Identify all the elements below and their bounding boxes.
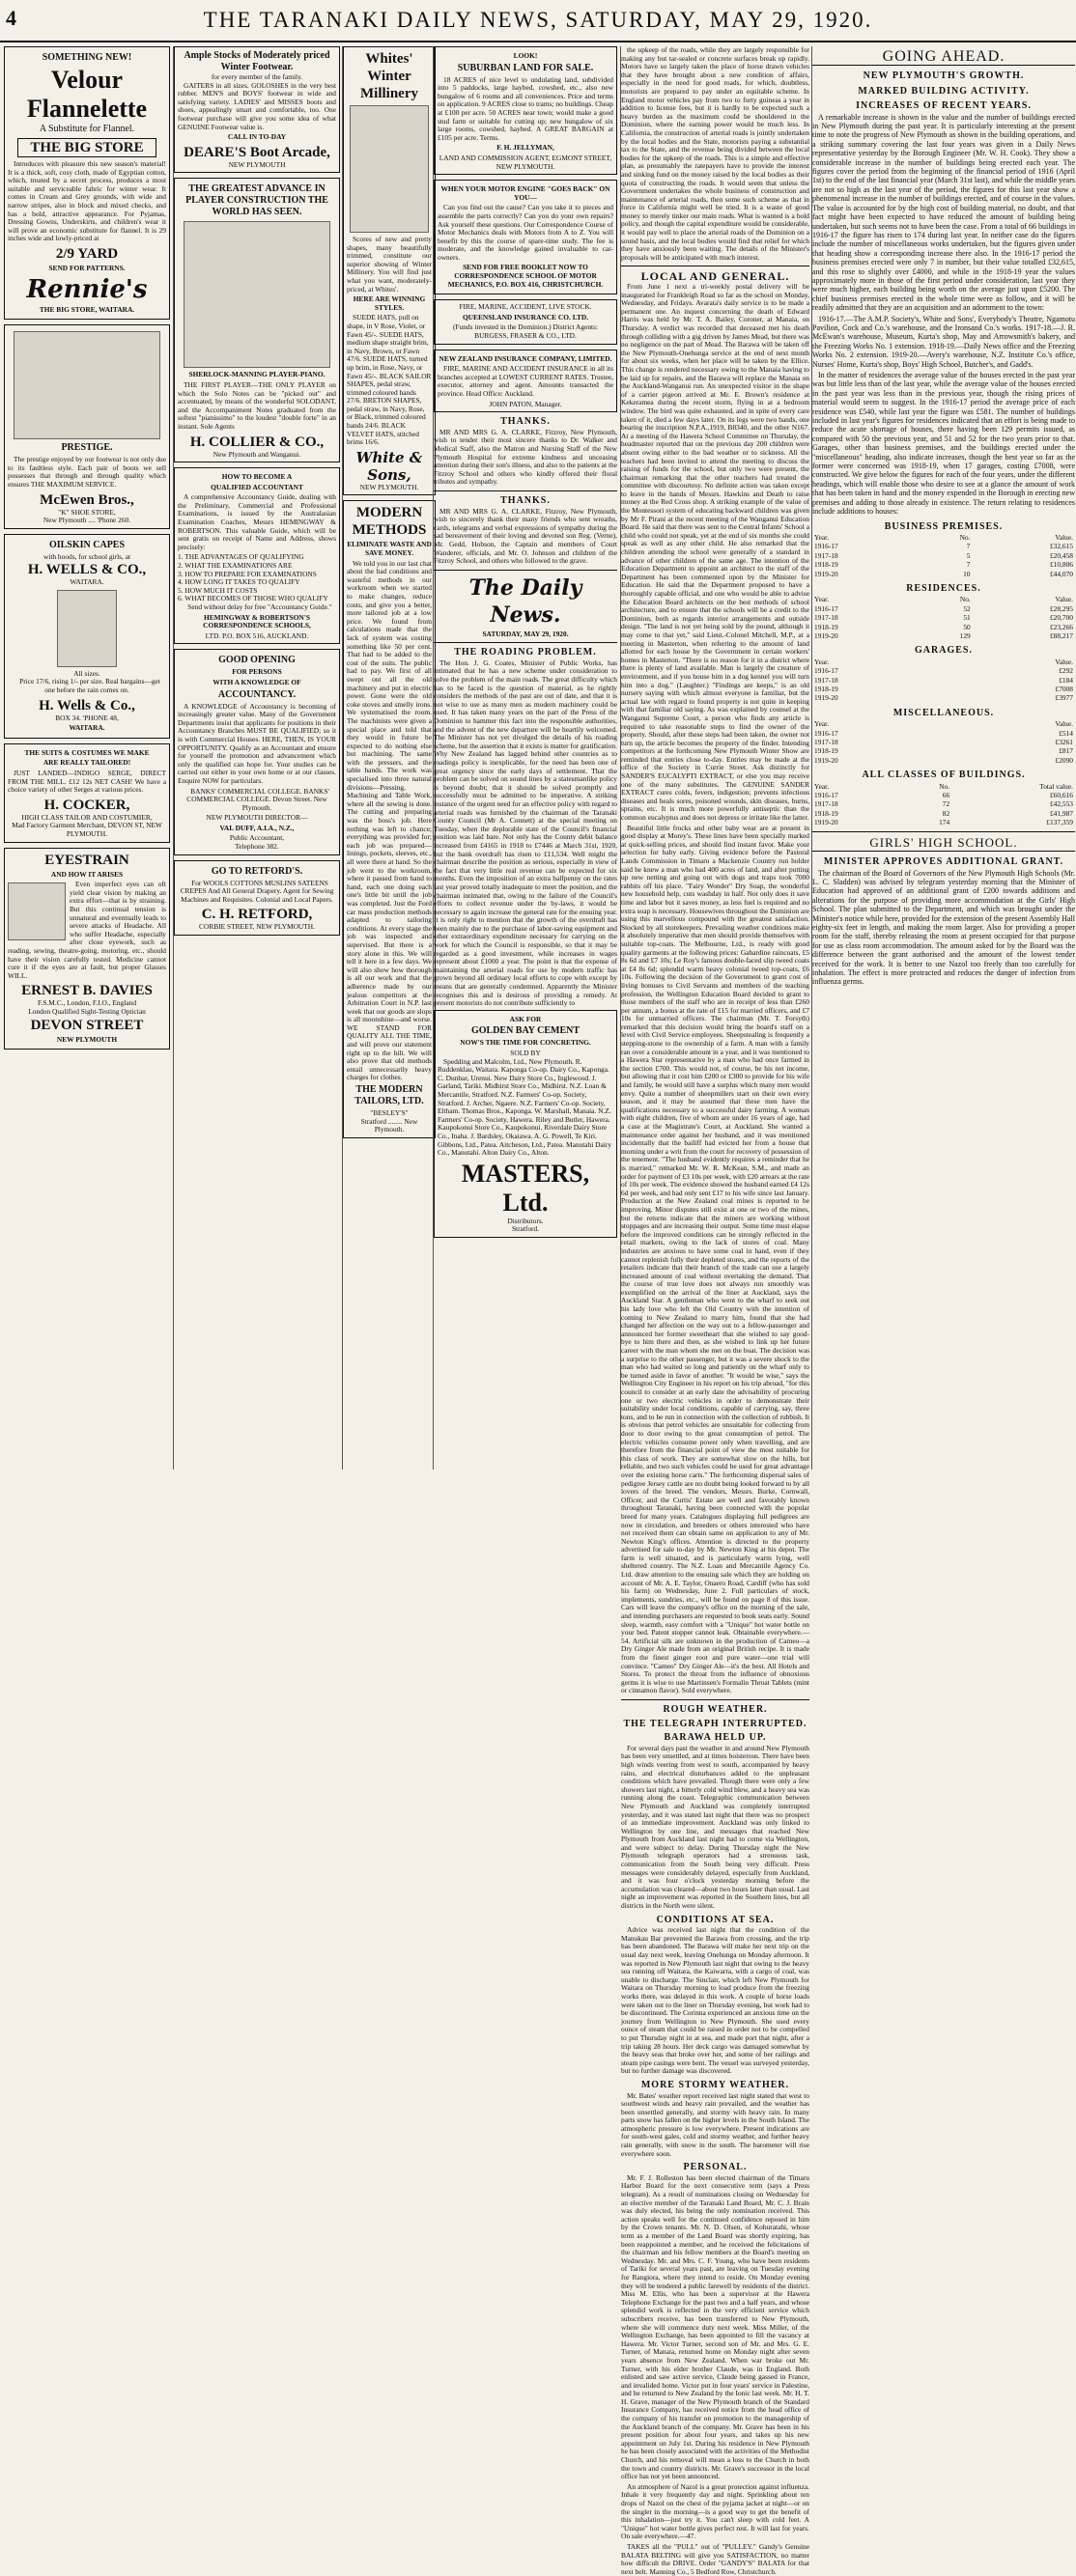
advert-footer: THE BIG STORE, WAITARA. xyxy=(39,304,135,314)
table-cell: £20,700 xyxy=(1049,613,1073,623)
table-header: No. xyxy=(939,781,950,791)
advert-body: Can you find out the cause? Can you take it to pieces and assemble the parts correctly? Can you do your own repairs? Ask yourself these questions. Our Correspondence Course of Motor Mechanics deals with Motors from A to Z. You will benefit by this the course of spare-time study. The fee is moderate, and the knowledge gained invaluable to car-owners. xyxy=(438,203,613,262)
brand-name: White & Sons, xyxy=(355,448,423,484)
advert-line: WAITARA. xyxy=(70,577,104,587)
advert-line: Public Accountant, xyxy=(229,833,285,843)
table-cell: 1916-17 xyxy=(814,791,838,800)
advert-line: NEW PLYMOUTH xyxy=(56,1034,118,1044)
advert-body: A comprehensive Accountancy Guide, dealing with the Preliminary, Commercial and Professional Examinations, is issued by the Australasian Examination Coaches, Messrs HEMINGWAY & ROBERTSON. This valuable Guide, which will be sent gratis on receipt of Name and Address, shows precisely: xyxy=(178,492,336,551)
table-heading: GARAGES. xyxy=(915,645,973,657)
table-row xyxy=(812,685,1075,693)
table-row xyxy=(812,676,1075,685)
table-cell: £2090 xyxy=(1055,755,1073,765)
list-item: 5. HOW MUCH IT COSTS xyxy=(178,585,258,595)
table-cell: 1916-17 xyxy=(814,542,838,551)
advert-heading: MODERN xyxy=(355,505,423,521)
table-cell: 1918-19 xyxy=(814,560,838,570)
table-cell: £292 xyxy=(1059,666,1073,676)
advert-line: LTD. P.O. BOX 516, AUCKLAND. xyxy=(205,630,309,640)
table-row xyxy=(812,756,1075,765)
advert-heading: WHEN YOUR MOTOR ENGINE "GOES BACK" ON YOU— xyxy=(440,184,610,202)
advert-line: WAITARA. xyxy=(69,723,105,733)
table-header: Value. xyxy=(1055,657,1073,666)
advert-line: FIRE, MARINE, ACCIDENT, LIVE STOCK. xyxy=(459,302,592,312)
advert-body: Even imperfect eyes can oft yield clear vision by making an extra effort—that is by straining. But this continual tension is unnatural and eventually leads to severe attacks of Headache. All who suffer Headache, especially after close eyework, such as reading, sewing, theatre-going, motoring, etc., should have their vision carefully tested. Medicine cannot cure it if the eyes are at fault, but proper Glasses WILL. xyxy=(8,880,166,980)
table-cell: £514 xyxy=(1059,728,1073,738)
advert-heading: GO TO RETFORD'S. xyxy=(211,865,303,877)
table-heading: BUSINESS PREMISES. xyxy=(884,520,1004,532)
advert-line: SOLD BY xyxy=(510,1049,541,1057)
divider xyxy=(812,851,1075,852)
brand-name: McEwen Bros., xyxy=(40,491,134,508)
table-cell: 1917-18 xyxy=(814,613,838,623)
piano-illustration xyxy=(184,221,330,368)
advert-heading: SOMETHING NEW! xyxy=(42,52,132,63)
table-header: Year. xyxy=(814,719,830,729)
advert-heading: Whites' xyxy=(365,51,413,67)
table-cell: 1917-18 xyxy=(814,799,838,809)
advert-body: Price 17/6, rising 1/- per size. Real bargains—get one before the rain comes on. xyxy=(19,677,160,695)
table-row xyxy=(812,623,1075,631)
article-body: Beautiful little frocks and other baby wear are at present in good display at Morey's. These lines have been specially marked at quick-selling prices, and should find instant favor. Make your selection for baby early. Giving evidence before the Pastoral Lands Commission in Timaru a Mackenzie Country run holder said he knew a man who had 400 acres of land, and after putting up new netting and going out with dogs and traps took 7000 rabbits off his place. "Fairy Wonder" Dry Soap, the wonderful new household help, cuts washday in half. Not only does it save time and labor but it saves money, as less fuel is required and no extra soap is necessary. Housewives throughout the Dominion are using this marvellous compound with the greatest satisfaction. Stocked by all storekeepers. Prevailing weather conditions make it absolutely imperative that men should provide themselves with suitable top-coats. The Melbourne, Ltd., is ready with good quality garments at the following prices: Gabardine raincoats, £5 8s 6d and £7 10s; Le Roy's famous double-faced slip tweed coats at £4 8s 6d; splendid warm heavy colonial tweed top-coats, £6 10s. Following the decision of the Government to grant cost of living bonuses to Civil Servants and members of the teaching profession, the Wellington Education Board decided to grant to those members of the staff who are in receipt of less than £260 per annum, a bonus at the rate of £15 for married officers, and £7 10s for unmarried officers. The chairman (Mr. T. Forsyth) remarked that this decision would bring the board's staff on a level with Civil Service employees. Sheepstealing is frequently a stepping-stone to the ownership of a farm. A man with a family ran over a considerable amount in a year, and it was mentioned to a Hawera Star representative by a man who had once farmed in the section £700. This would not, of course, be his net income, but allowing that it cost him £200 or £300 to provide for his wife and family, he would still have a surplus which many men would envy. Quite a number of sheepmillers start on their own every season, and it may be assumed that these men have the qualifications necessary to a successful dairy farming. A woman with eight children, five of whom are under 16 years of age, had a case at the Magistrate's Court, at Auckland. She wanted a maintenance order against her husband, and it was mentioned incidentally that the bailiff had evicted her from a house that morning under a writ from the court for recovery of possession of the tenement. "The husband evidently requires a reminder that he is married," remarked Mr. W. R. McKean, S.M., and made an order for payment of £3 10s per week, with £20 arrears at the rate of 10s per week. The evidence showed the husband earned £4 12s 6d per week, and had only sent £17 to his wife since last January. Production at the New Zealand coal mines is reported to be improving. Minor disputes still exist at one or two of the mines, but the returns indicate that the miners are working without stoppages and are increasing their output. Some time must elapse before the improved conditions can be strongly reflected in the retail markets, owing to the lack of stores of coal. Many industries are anxious to have some coal in hand, even if they cannot replenish fully their depleted stores, and the reports of the retailers indicate that their branch of the trade can use a largely increased amount of coal without overtaking the demand. That the course of true love does not always run smoothly was exemplified on the arrival of the liner at Auckland, says the Auckland Star. A gentleman who went to the wharf to seek out his lady love who left the Old Country with the intention of coming to New Zealand to marry him, found that she had changed her affection on the way out to a fellow-passenger and announced her former sweetheart that she wished to say good-bye to him there and then, as she wished to link up her future career with the man whom she met on the boat. The decision was a surprise to the other passenger, but it was a severe shock to the man who had waited so long and patiently on the wharf only to be turned aside in favor of another. "It would be wise," says the Wellington City Engineer in his report on his trip abroad, "for this council to consider at an early date the advisability of procuring one or two electric vehicles in order to demonstrate their suitability under local conditions, capable of carrying, say, three tons, and to be run in connection with the collection of rubbish. It is obvious that petrol vehicles are unsuitable for collecting from door to door owing to the great consumption of petrol. The electric vehicles consume power only when travelling, and are therefore from the financial point of view the most suitable for this class of work. They are somewhat slow on the hills, but reliable, and two such vehicles could be used for great advantage over the existing horse carts." The forthcoming dispersal sales of pedigree Jersey cattle are no doubt being looked forward to by all lovers of the breed. The vendors, Messrs. Burke, Cornwall, Officer, and the Curtis' Estate are well and favorably known throughout Taranaki, having been connected with the popular breed for many years. Catalogues displaying full pedigrees are now in circulation, and breeders or others interested who have not received them can obtain same on application to any of Mr. Newton King's offices. Attention is directed to the property advertised for sale to-day by Mr. Newton King at his depot. The farm is well situated, and is particularly warm lying, well sheltered country. The N.Z. Loan and Mercantile Agency Co. Ltd. draw attention to the ensuing sale which they are holding on account of Mr. A. E. Taylor, Onaero Road, Cardiff (who has sold his farm) on Wednesday, June 2. Full particulars of stock, implements, sundries, etc., will be found on page 8 of this issue. Cars will leave the company's office on the morning of the sale, and intending purchasers are requested to book seats early. Sound sleep, warmth, easy comfort with a "Unique" hot water bottle on your bed. Patent stopper cannot leak. Obtainable everywhere.—54. Artificial silk are unknown in the production of Cameo—a Dry Ginger Ale made from an original British recipe. It is made from the finest ginger root and pure water—one trial will convince. "Cameo" Dry Ginger Ale—it's the best. All Hotels and Stores. To protect the throat from the influence of obnoxious germs it is wise to use Martinsen's Formalin Throat Tablets (mint or cinnamon flavor). Sold everywhere. xyxy=(621,823,809,1695)
advert-line: DEVON STREET xyxy=(30,1017,144,1033)
table-header: Value. xyxy=(1055,532,1073,542)
advert-body: 18 ACRES of nice level to undulating land, subdivided into 5 paddocks, large haybed, cowshed, etc., also new bungalow of 6 rooms and all conveniences. Price and terms on application. 9 ACRES close to trams; no buildings. Cheap at £100 per acre. 50 ACRES near town; would make a good stud farm or suitable for cutting up; new bungalow of six large rooms, cowshed, haybed. A GREAT BARGAIN at £105 per acre. Terms. xyxy=(438,74,613,142)
table-row xyxy=(812,631,1075,640)
table-cell: £3977 xyxy=(1055,693,1073,703)
advert-line: "BESLEY'S" xyxy=(370,1108,409,1118)
divider xyxy=(434,490,617,491)
advert-line: NEW PLYMOUTH. xyxy=(359,482,419,491)
table-cell: £20,458 xyxy=(1049,550,1073,560)
article-subheading: MORE STORMY WEATHER. xyxy=(640,2079,790,2090)
advert-body: Spedding and Malcolm, Ltd., New Plymouth. R. Ruddenklau, Waitara. Kaponga Co-op. Dairy Co., Kaponga. C. Dunbar, Urenui. New Dairy Store Co., Inglewood. J. Garland, Tariki. Midhirst Store Co., Midhirst. N.Z. Loan & Mercantile, Stratford. N.Z. Farmers' Co-op. Society, Stratford. J. Archer, Ngaere. N.Z. Farmers' Co-op. Society, Eltham. Thomas Bros., Kaponga. W. Marshall, Manaia. N.Z. Farmers' Co-op. Society, Hawera. Riley and Butler, Hawera. Kaupokonui Store Co., Kaupokonui. Riverdale Dairy Store Co., Inaha. J. Bardsley, Okaiawa. A. G. Powell, Te Kiri. Gibbons, Ltd., Patea. Aitcheson, Ltd., Patea. Manutahi Dairy Co., Manutahi. Alton Dairy Co., Alton. xyxy=(438,1056,612,1158)
advert-heading: SUBURBAN LAND FOR SALE. xyxy=(457,62,594,73)
table-heading: MISCELLANEOUS. xyxy=(892,707,995,718)
advert-line: HIGH CLASS TAILOR AND COSTUMIER, xyxy=(21,812,153,822)
cape-illustration xyxy=(57,590,117,667)
advert-heading: ARE REALLY TAILORED! xyxy=(42,758,131,768)
prestige-advert xyxy=(4,324,170,529)
advert-line: NEW PLYMOUTH xyxy=(228,159,286,169)
article-body: An atmosphere of Nazol is a great protection against influenza. Inhale it very frequently day and night. Sprinkling about ten drops of Nazol on the chest of the pyjama jacket at night—or on the singlet in the morning—is a good way to get the benefit of this inhalation—just try it. You can't sleep with cold feet. A "Unique" hot water bottle gives perfect rest. It will last for years. On sale everywhere.—47. xyxy=(621,2481,809,2541)
advert-heading: FOR PERSONS xyxy=(232,667,282,677)
table-cell: 1918-19 xyxy=(814,746,838,756)
article-heading: ROUGH WEATHER. xyxy=(663,1703,768,1715)
article-body: 1916-17.—The A.M.P. Society's, White and Sons', Everybody's Theatre, Ngamotu Pavilion, Cock and Co.'s warehouse, and the Ironsand Co.'s works. 1917-18.—J. R. McEwan's warehouse, Museum, Kurta's shop, May and Arrowsmith's bakery, and the Freezing Works No. 1 extension. 1918-19.—Daily News office and the Freezing Works No. 2 extension. 1919-20.—Avery's warehouse, N.Z. Institute Co.'s office, Nurses' Home, Kurta's shop, Boys' High School, Butcher's, and Gadd's. xyxy=(812,314,1075,369)
divider xyxy=(621,1699,809,1700)
advert-line: NEW PLYMOUTH DIRECTOR— xyxy=(206,813,308,823)
list-item: 3. HOW TO PREPARE FOR EXAMINATIONS xyxy=(178,569,317,578)
advert-subheading: A Substitute for Flannel. xyxy=(39,124,135,134)
newspaper-nameplate: The Daily News. xyxy=(468,574,582,628)
table-header: Year. xyxy=(814,595,830,604)
article-body: Mr. F. J. Rolleston has been elected chairman of the Timaru Harbor Board for the next consecutive term (says a Press telegram). As a result of nominations closing on Wednesday for an elective member of the Taranaki Land Board, Mr. C. J. Brain was duly elected, his being the only nomination received. This action speaks well for the continued confidence reposed in him by the Crown tenants. Mr. N. D. Olsen, of Kohuratahi, whose term as a member of the Land Board was shortly expiring, has been reappointed a member, and he received the felicitations of the chairman and his fellow members at the Board's meeting on Wednesday. Mr. and Mrs. C. F. Young, who have been residents of Tariki for several years past, are leaving on Tuesday evening for Rangiora, where they intend to reside. On Monday evening they will be tendered a public farewell by residents of the district. Miss M. Ellis, who has been a supervisor at the Hawera Telephone Exchange for the past two and a half years, and whose splendid work is reflected in the very efficient service which subscribers receive, has been transferred to New Plymouth, where she will commence duty next week. Miss Miller, of the Wellington Exchange, has been appointed to fill the vacancy at Hawera. Mr. Victor Turner, second son of Mr. and Mrs. G. E. Turner, of Manaia, returned home on Monday night after seven years absence from New Zealand. When war broke out Mr. Turner, with his elder brother Claude, was in England. Both enlisted and saw active service, Claude being gassed in France, and invalided home. Victor put in four years' service in Palestine, and he returned to New Zealand by the Ionic last week. Mr. H. T. H. Grave, manager of the New Plymouth branch of the Standard Insurance Company, has received notice from the head office of the company of his transfer on promotion to the managership of the Auckland branch of the company. Mr. Grave has been in his present position for about four years, and takes up his new appointment on July 1st. During his residence in New Plymouth he has been closely associated with the activities of the Methodist Church, and his removal will mean a loss to the Church in both the town and country districts. Mr. Grave's successor in the local office has not yet been announced. xyxy=(621,2172,809,2481)
table-cell: 1918-19 xyxy=(814,622,838,631)
table-row xyxy=(812,799,1075,808)
retford-advert xyxy=(174,860,340,936)
table-cell: 51 xyxy=(963,613,971,623)
divider xyxy=(812,831,1075,832)
article-body: Mr. Bates' weather report received last night stated that west to southwest winds and heavy rain prevailed, and the weather has been unsettled generally, and stormy with heavy rain. In many parts snow has fallen on the higher levels in the South Island. The atmospheric pressure is low everywhere. Present indications are for south-west gales, cold and stormy weather, and further heavy rain generally, with snow in the south. The barometer will rise everywhere soon. xyxy=(621,2090,809,2158)
table-header-row xyxy=(812,658,1075,666)
table-row xyxy=(812,693,1075,702)
notice-body: MR AND MRS G. A. CLARKE, Fitzroy, New Plymouth, wish to sincerely thank their many friends who sent wreaths, cards, telegrams and verbal expressions of sympathy during the sad bereavement of their loving and devoted son Reg. (Verne), Mr. Gedd, Hobson, the Captain and members of Court Wanderer, officials, and Mr. O. Johnson and children of the Fitzroy School, and others who followed to the grave. xyxy=(434,506,617,566)
advert-body: THE FIRST PLAYER—THE ONLY PLAYER on which the Solo Notes can be "picked out" and accentuated, by means of the wonderful SOLODANT, and the Accompaniment Notes graduated from the softest "pianissimo" to the loudest "double forte" in an instant. Sole Agents xyxy=(178,379,336,431)
table-row xyxy=(812,560,1075,569)
brand-name: H. COLLIER & CO., xyxy=(189,434,325,450)
table-cell: £137,359 xyxy=(1046,818,1073,827)
table-header: Value. xyxy=(1055,719,1073,729)
advert-line: JOHN PATON, Manager. xyxy=(489,399,562,408)
brand-name: H. Wells & Co., xyxy=(39,697,135,714)
advert-body: Scores of new and pretty shapes, many beautifully trimmed, constitute our superior showing of Winter Millinery. You will find just what you want, moderately-priced, at Whites'. xyxy=(347,235,432,294)
motor-school-advert xyxy=(434,180,617,294)
article-subheading: MARKED BUILDING ACTIVITY. xyxy=(858,85,1030,97)
divider xyxy=(812,65,1075,66)
advert-heading: PRESTIGE. xyxy=(61,442,113,454)
nz-insurance-advert xyxy=(434,350,617,413)
divider xyxy=(434,570,617,571)
advert-line: New Plymouth and Wanganui. xyxy=(212,449,301,459)
product-name: Flannelette xyxy=(26,95,148,123)
advert-heading: THE SUITS & COSTUMES WE MAKE xyxy=(24,747,150,757)
advert-heading: GOLDEN BAY CEMENT xyxy=(470,1025,580,1037)
table-row xyxy=(812,738,1075,746)
table-row xyxy=(812,729,1075,738)
page-number: 4 xyxy=(6,6,16,30)
whites-millinery-advert xyxy=(343,46,436,495)
notice-heading: THANKS. xyxy=(500,416,551,428)
advert-body: The prestige enjoyed by our footwear is not only due to its faultless style. Each pair of boots we sell possesses that through and through quality which ensures THE MAXIMUM SERVICE. xyxy=(8,455,166,489)
table-cell: £32,615 xyxy=(1049,542,1073,551)
table-cell: 1917-18 xyxy=(814,550,838,560)
table-cell: 1916-17 xyxy=(814,666,838,676)
advert-body: GAITERS in all sizes. GOLOSHES in the very best rubber. MEN'S and BOYS' footwear in wide and satisfying variety. LADIES' and MISSES boots and shoes, appealingly smart and comfortable, too. One footwear purchase will give you some idea of what GENUINE Footwear value is. xyxy=(178,80,336,131)
shoe-illustration xyxy=(14,331,160,439)
table-cell: 66 xyxy=(942,791,950,800)
table-cell: 1918-19 xyxy=(814,685,838,693)
article-body: The chairman of the Board of Governors of the New Plymouth High Schools (Mr. L. C. Sladden) was advised by telegram yesterday morning that the Minister of Education had approved of an additional grant of £200 towards additions and alterations for the purpose of providing more accommodation at the Girls' High School. The plan submitted to the Department, and which was brought under the Minister's notice while here, provided for the extension of the present Assembly Hall eighty-six feet in length, and making the room larger. Also for providing a proper room for the staff, thereby releasing the room at present occupied for that purpose for use as class room accommodation. The amount asked for by the Board was the difference between the grant authorised and the amount of the lowest tender received for the work. It is better to use Nazol too freely than too carefully for inhalation. The effect is more protracted and reduces the danger of infection from influenza germs. xyxy=(812,868,1075,987)
article-subheading: INCREASES OF RECENT YEARS. xyxy=(856,100,1032,112)
store-logo: THE BIG STORE xyxy=(17,138,156,157)
advert-heading: EYESTRAIN xyxy=(44,852,129,868)
table-heading: ALL CLASSES OF BUILDINGS. xyxy=(862,770,1026,781)
brand-name: H. WELLS & CO., xyxy=(27,562,147,578)
advert-line: Stratford ........ New Plymouth. xyxy=(360,1116,418,1134)
table-header: Year. xyxy=(814,532,830,542)
advert-line: New Plymouth .... 'Phone 260. xyxy=(42,516,131,525)
table-cell: £3261 xyxy=(1055,738,1073,747)
table-header-row xyxy=(812,782,1075,791)
advert-body: We told you in our last chat about the bad conditions and wasteful methods in our workroom when we started to make changes, reduce costs, and give you a better, more tailored job at a low price. We found from calculations made that the lack of system was costing something like 50 per cent. That had to be added to the cost of the suits. The public had to pay. We first of all swept out all the old machinery and put in electric power. Gone were the old coke stoves and smelly irons. We systematised the room. The machinists were given a special place and told that they would in future be expected to do nothing else but machining. The same with the pressers, and the table hands. The work was specialised into three natural divisions—Pressing, Machining and Table Work, where all the sewing is done. The cutting and preparing was the boss's job. Here nothing was left to chance; everything was provided for; each job was prepared—linings, pockets, sleeves, etc., all were there at hand. So the job went to the workroom, where it passed from hand to hand, each one doing each one's little bit until the job was completed. Just the Ford car mass production methods adapted to tailoring conditions. At every stage the job was inspected and supervised. But there is a story alone in this. We will tell it here in a few days. We will also show how thorough is all our work and that the adherence made by our jealous competitors at the Arbitration Court in N.P. last week that our goods are slops is all moonshine—and worse. WE STAND FOR QUALITY ALL THE TIME, and will prove our statement right up to the hilt. We will also prove that old methods entail unnecessarily heavy charges for clothes. xyxy=(347,558,432,1082)
notice-body: MR AND MRS G. A. CLARKE, Fitzroy, New Plymouth, wish to tender their most sincere thanks to Dr. Walker and Medical Staff, also the Matron and Nursing Staff of the New Plymouth Hospital for extreme kindness and unceasing attention during their son's illness, and also to the patients at the Fitzroy School and others who kindly offered their floral tributes and sympathy. xyxy=(434,427,617,487)
table-cell: £42,553 xyxy=(1049,799,1073,809)
table-header-row xyxy=(812,595,1075,603)
column-3 xyxy=(342,46,436,1470)
advert-body: FIRE, MARINE AND ACCIDENT INSURANCE in all its branches accepted at LOWEST CURRENT RATES. Trustee, executor, attorney and agent. Amounts transacted the province. Head Office: Auckland. xyxy=(438,364,613,398)
brand-name: DEARE'S Boot Arcade, xyxy=(184,144,330,160)
table-cell: 52 xyxy=(963,603,971,613)
advert-body: JUST LANDED—INDIGO SERGE, DIRECT FROM THE MILL. £12 12s NET CASH! We have a choice variety of other Serges at various prices. xyxy=(8,769,166,795)
advert-line: (Funds invested in the Dominion.) District Agents: xyxy=(452,322,599,332)
brand-name: F. H. JELLYMAN, xyxy=(496,143,554,153)
advert-line: with hoods, for school girls, at xyxy=(42,551,131,561)
table-header: No. xyxy=(959,532,971,542)
table-cell: 7 xyxy=(966,542,971,551)
table-header-row xyxy=(812,719,1075,728)
advert-price: 2/9 YARD xyxy=(55,245,119,262)
advert-heading: QUALIFIED ACCOUNTANT xyxy=(211,482,303,491)
list-item: 1. THE ADVANTAGES OF QUALIFYING xyxy=(178,552,304,562)
table-header-row xyxy=(812,533,1075,542)
table-cell: 1918-19 xyxy=(814,808,838,818)
brand-name: Rennie's xyxy=(26,274,148,304)
advert-line: LAND AND COMMISSION AGENT, EGMONT STREET, NEW PLYMOUTH. xyxy=(439,153,612,171)
advert-body: SUEDE HATS, pull on shape, in V Rose, Violet, or Fawn 45/-. SUEDE HATS, medium shape straight brim, in Navy, Brown, or Fawn 47/6. SUEDE HATS, turned up brim, in Rose, Navy, or Fawn 45/-. BLACK SAILOR SHAPES, pedal straw, trimmed coloured bands 27/6. BRETON SHAPES, pedal straw, in Navy, Rose, or Black, trimmed coloured bands 24/6. BLACK VELVET HATS, stitched brims 16/6. xyxy=(347,313,432,447)
land-sale-advert xyxy=(434,46,617,175)
advert-heading: Ample Stocks of Moderately priced Winter Footwear. xyxy=(184,50,330,72)
column-4 xyxy=(433,46,617,1470)
advert-heading: THE GREATEST ADVANCE IN PLAYER CONSTRUCTION THE WORLD HAS SEEN. xyxy=(185,183,328,218)
advert-body: For WOOLS COTTONS MUSLINS SATEENS CREPES And All General Drapery. Agent for Sewing Machines and Requisites. Colonial and Local Papers. xyxy=(180,878,334,904)
table-cell: 10 xyxy=(963,569,971,578)
brand-name: C. H. RETFORD, xyxy=(201,907,313,923)
advert-heading: HOW TO BECOME A xyxy=(221,472,293,482)
table-header: No. xyxy=(959,595,971,604)
list-item: 2. WHAT THE EXAMINATIONS ARE xyxy=(178,561,293,571)
table-cell: £41,987 xyxy=(1049,808,1073,818)
brand-name: VAL DUFF, A.I.A., N.Z., xyxy=(219,823,295,832)
divider xyxy=(434,642,617,643)
column-2 xyxy=(173,46,340,1470)
table-row xyxy=(812,666,1075,675)
table-cell: £44,070 xyxy=(1049,569,1073,578)
table-row xyxy=(812,613,1075,622)
advert-heading: LOOK! xyxy=(513,51,538,60)
advert-body: Send without delay for free "Accountancy Guide." xyxy=(187,602,332,611)
brand-name: QUEENSLAND INSURANCE CO. LTD. xyxy=(462,312,589,322)
advert-heading: METHODS xyxy=(352,522,427,539)
advert-heading: Winter xyxy=(367,69,411,84)
table-row xyxy=(812,746,1075,755)
brand-name: HEMINGWAY & ROBERTSON'S CORRESPONDENCE SCHOOLS, xyxy=(203,612,311,630)
article-body: For several days past the weather in and around New Plymouth has been very unsettled, and at times boisterous. There have been high winds veering from west to south, accompanied by heavy rains, and electrical disturbances added to the unpleasant conditions which have prevailed. Though there were only a few showers last night, a bitterly cold wind blew, and a heavy sea was running along the coast. Telegraphic communication between New Plymouth and Auckland was completely interrupted yesterday, and it was stated last night that there was no prospect of an immediate improvement. Auckland was only linked to Wellington by one line, and messages that reached New Plymouth from Auckland last night had to come via Wellington, and were subject to delay. During Thursday night the New Plymouth telegraph operators had a strenuous task, communication from the South being very difficult. Press messages were considerably delayed, especially from Auckland, and it was four o'clock yesterday morning before the accumulation was cleared—about two hours later than usual. Last night an improvement was reported in the Southern lines, but all districts in the North were silent. xyxy=(621,1743,809,1911)
article-subheading: THE TELEGRAPH INTERRUPTED. xyxy=(623,1718,807,1729)
article-body: From June 1 next a tri-weekly postal delivery will be inaugurated for Frankleigh Road so far as the school on Monday, Wednesday, and Fridays. Avarata's daily service is to be made a permanent one. An inquest concerning the death of Edward Harris was held by Mr. T. A. Bailey, Coroner, at Manaia, on Thursday. A verdict was recorded that deceased met his death through colliding with a gig driven by James Mead, but there was no negligence on the part of Mead. The Barawa will be taken off the New Plymouth-Onehunga service at the end of next month for about six weeks, when her place will be taken by the Ellice. This change is rendered necessary owing to the Manaia having to be laid up for repairs, and the Barawa will replace the Manaia on the Auckland-Wanganui run. An unexpected visitor in the shape of a carrier pigeon arrived at Mr. E. Brown's residence at Kekeramea during the recent storm, flying in at a bedroom window. The bird was quite exhausted, and in spite of every care taken of it, died a few days later. On its legs were two bands, one bearing the inscription N.P.A.,1919, B8340, and the other N167. At a meeting of the Hawera School Committee on Thursday, the headmaster reported that on the previous day 200 children were absent owing either to the bad weather or to sickness. All the teachers had been invited to attend the meeting to discuss the raising of funds for the school, but only two were present, the chairman remarking that the other teachers had treated the committee with discourtesy. No definite action was taken except to leave in the hands of Messrs. Hawkins and Death to raise money at the Red Cross shop. A striking example of the value of the Montessori system of educating backward children was given by Mr F. Pirani at the recent meeting of the Wanganui Education Board. He said that there was sent to the Central Infants' School a child who could not speak, yet at the end of six months she could speak as well as any other child. He also remarked that the children attending the school were generally of a standard in advance of other children of the same age. The intention of the Education Department to appoint an architect to the staff of the Department has been commented upon by the Minister for Education. He said that the Department proposed to have a thoroughly capable official, and one who would be able to advise the Education Board architects on the best methods of school architecture, and to ensure that the schools will be a credit to the Dominion, both as regards interior arrangements and outside design. "The land is not yet being sold by the pound, although it may come to that yet," said Lieut.-Colonel Mitchell, M.P., at a meeting in Masterton, when referring to the amount of land allotted for each house by the Government in certain workers' homes in Masterton. "There is no reason for it in a district where there is plenty of land available. Man is largely the creature of environment, and if you house him in a dog kennel you will turn him into a dog." (Laughter.) "Findings are keeps," is an old nursery saying with which almost everyone is familiar, but the actual law with regard to found property is not quite in keeping with that familiar old saying. As was explained by counsel at the Wanganui Supreme Court, a person who finds any article is required to take reasonable steps to find the owner of the property. Should, after these steps had been taken, the owner not turn up, the article becomes the property of the finder. Intending competitors at the forthcoming New Plymouth Winter Show are reminded that entries close to-day. Entries may be made at the office of the Society in Currie Street. Ask distinctly for SANDER'S EUCALYPTI EXTRACT, or else you may receive one of the many substitutes. The GENUINE SANDER EXTRACT cures colds, fevers, indigestion; prevents infectious diseases and heals sores, poisoned wounds, skin diseases, burns, sprains, etc. It is much more powerfully antiseptic than the common eucalyptus and does not depress or irritate like the latter. xyxy=(621,282,809,823)
article-body: the upkeep of the roads, while they are largely responsible for making any but tar-sealed or concrete surfaces break up rapidly. Motors have so largely taken the place of horse drawn vehicles that they have brought about a new condition of affairs, especially in the need for good roads, for which, doubtless, motorists are prepared to pay under an equitable scheme. In England motor vehicles pay from two to forty guineas a year in addition to license fees, but it is hardly to be expected such a heavy burden as the maximum could be shouldered in the Dominion, where the earning power would be much less. In California, the construction of arterial roads is jointly undertaken by the local bodies and the State, motorists paying a substantial tax to the State, and the revenue being divided between the local bodies for the upkeep of the roads. This is a simple and effective plan, as presumably the ratepayers have to provide the interest and sinking fund on the money raised by the local bodies as their quota of constructing the roads. It would seem that unless the Government undertakes the whole business of construction and maintenance of arterial roads, then some such scheme as that in force in California might well be tried. It is a waste of good money to merely tinker our main roads. What is wanted is a bold policy, and though the capital expenditure would be considerable, it would pay well to place the arterial roads of the Dominion on a sound basis, and the local bodies would find that relief for which they have anxiously been waiting. The details of the Minister's proposals will be anticipated with much interest. xyxy=(621,45,809,262)
list-item: 4. HOW LONG IT TAKES TO QUALIFY xyxy=(178,577,300,587)
advert-heading: SHERLOCK-MANNING PLAYER-PIANO. xyxy=(188,370,326,379)
notice-heading: THANKS. xyxy=(500,494,551,506)
advert-line: BURGESS, FRASER & CO., LTD. xyxy=(474,331,577,341)
table-row xyxy=(812,542,1075,550)
advert-heading: GOOD OPENING xyxy=(218,655,296,666)
article-subheading: CONDITIONS AT SEA. xyxy=(656,1914,775,1925)
eye-illustration xyxy=(8,882,66,940)
newspaper-title: THE TARANAKI DAILY NEWS, SATURDAY, MAY 29, 1920. xyxy=(203,8,873,32)
article-heading: GIRLS' HIGH SCHOOL. xyxy=(869,834,1018,850)
advert-line: "K" SHOE STORE, xyxy=(58,507,116,517)
advert-heading: ASK FOR xyxy=(509,1014,542,1023)
table-row xyxy=(812,551,1075,560)
table-cell: £7008 xyxy=(1055,685,1073,693)
advert-heading: Millinery xyxy=(360,86,418,101)
table-cell: 1916-17 xyxy=(814,728,838,738)
advert-heading: OILSKIN CAPES xyxy=(48,539,126,550)
column-1 xyxy=(4,46,170,1470)
guide-list xyxy=(178,553,336,603)
table-cell: 7 xyxy=(966,560,971,570)
table-cell: 5 xyxy=(966,550,971,560)
accountant-guide-advert xyxy=(174,467,340,644)
advert-heading: WITH A KNOWLEDGE OF xyxy=(212,677,301,686)
table-header: Total value. xyxy=(1039,781,1073,791)
table-cell: 1917-18 xyxy=(814,675,838,685)
advert-line: F.S.M.C., London, F.I.O., England xyxy=(37,998,137,1008)
advert-line: Stratford. xyxy=(511,1224,540,1234)
deare-advert xyxy=(174,46,340,173)
article-subheading: BARAWA HELD UP. xyxy=(664,1732,767,1744)
article-heading: LOCAL AND GENERAL. xyxy=(640,269,790,284)
table-cell: 129 xyxy=(959,630,971,640)
cement-advert xyxy=(434,1010,617,1238)
business-premises-table xyxy=(812,533,1075,578)
advert-line: Mad Factory Garment Merchant, DEVON ST, NEW PLYMOUTH. xyxy=(12,821,162,838)
brand-name: MASTERS, Ltd. xyxy=(461,1159,590,1217)
modern-tailors-advert xyxy=(343,500,436,1137)
table-row xyxy=(812,570,1075,578)
advert-line: Telephone 382. xyxy=(235,842,279,852)
table-row xyxy=(812,604,1075,613)
masthead xyxy=(0,0,1076,42)
advert-line: All sizes. xyxy=(73,668,100,678)
all-classes-table xyxy=(812,782,1075,827)
advert-line: Distributors. xyxy=(507,1216,544,1225)
accountancy-opening-advert xyxy=(174,649,340,854)
table-cell: 1919-20 xyxy=(814,693,838,703)
table-header: Value. xyxy=(1055,595,1073,604)
miscellaneous-table xyxy=(812,719,1075,765)
article-subheading: NEW PLYMOUTH'S GROWTH. xyxy=(863,70,1025,82)
advert-body: Introduces with pleasure this new season's material! It is a thick, soft, cosy cloth, made of Egyptian cotton, which, treated by a secret process, produces a most suitable and serviceable fabric for winter wear. It comes in Cream and Grey grounds, with wide and narrow stripes, also in block and mixed checks, and has a bold, attractive appearance. For Pyjamas, Dressing Gowns, Underskirts, and children's wear it will prove an economic substitute for flannel. It is 29 inches wide and lowly-priced at xyxy=(8,159,166,243)
brand-name: ERNEST B. DAVIES xyxy=(21,983,153,999)
table-cell: £10,806 xyxy=(1049,560,1073,570)
table-cell: 1919-20 xyxy=(814,755,838,765)
table-cell: 1919-20 xyxy=(814,569,838,578)
advert-heading: AND HOW IT ARISES xyxy=(50,869,124,879)
list-item: 6. WHAT BECOMES OF THOSE WHO QUALIFY xyxy=(178,594,328,603)
column-6 xyxy=(811,46,1075,1470)
table-cell: £184 xyxy=(1059,675,1073,685)
article-body: Advice was received last night that the condition of the Manukau Bar prevented the Barawa from crossing, and the trip has been abandoned. The Barawa will make her next trip on the usual day next week, leaving Onehunga on Monday afternoon. It was reported in New Plymouth last night that owing to the heavy sea running off Waitara, the Kaiwarra, with a cargo of coal, was unable to discharge. The Sinclair, which left New Plymouth for Waitara on Thursday morning to load produce from the freezing works there, was delayed in this work. A couple of horse loads were taken out to the liner on Thursday evening, but work had to be discontinued. The Corinna experienced an anxious time on the journey from Wellington to New Plymouth. She used every ounce of steam that could be raised in order not to be compelled to put Thursday night in at sea, and made port that night, after a trip taking 28 hours. Her deck cargo was damaged somewhat by the heavy seas that broke over her, and some of her railings and steam pipe casings were bent. The vessel was surveyed yesterday, but no further damage was discovered. xyxy=(621,1925,809,2076)
eyestrain-advert xyxy=(4,848,170,1050)
article-body: TAKES all the "PULL" out of "PULLEY." Gandy's Genuine BALATA BELTING will give you SATISFACTION, no matter how difficult the DRIVE. Order "GANDY'S" BALATA for that next belt. Manning Co., 5 Bedford Row, Christchurch. xyxy=(621,2541,809,2576)
article-body: A remarkable increase is shown in the value and the number of buildings erected in New Plymouth during the past year. It is particularly interesting at the present time to note the progress of New Plymouth as shown in the building operations, and a striking summary covering the last four years was given in a Daily News representative yesterday by the Borough Engineer (Mr. W. H. Cook). They show a considerable increase in the number of buildings being erected each year. The figures cover the period from the beginning of the financial period of 1916 (April 1st) to the end of the last financial year (March 31st last), and while the middle years are not so high as the last year of the period, the figures for this last year show a phenomenal increase in the number of buildings erected, and of course in the values. The value is accounted for by the high cost of building material, no doubt, and that fact might have been expected to have reduced the amount of building being undertaken, but such seems not to have been the case. From a total of 66 buildings in 1916-17 the figure has risen to 174 during last year. In neither case do the figures include the number of miscellaneous works undertaken, but the figures given under that heading show a corresponding increase there also. In the 1916-17 period the business premises erected were only 7 in number, but their value totalled £32,615, and this rose to slightly over £4000, and while in the 1918-19 year the values approximately more in those of the first period under consideration, last year they were much higher, each building being worth on the average just upon £5200. The chief business premises erected in the whole time were as follow, and it will be readily admitted that they are an acquisition and an adornment to the town: xyxy=(812,112,1075,313)
table-cell: £60,616 xyxy=(1049,791,1073,800)
dateline: SATURDAY, MAY 29, 1920. xyxy=(482,629,569,638)
table-cell: 72 xyxy=(942,799,950,809)
article-heading: PERSONAL. xyxy=(683,2162,748,2173)
brand-name: NEW ZEALAND INSURANCE COMPANY, LIMITED. xyxy=(439,353,612,363)
lady-hat-illustration xyxy=(350,105,429,233)
article-body: In the matter of residences the average value of the houses erected in the past year was but little less than of the last year, while the average value of the houses erected in the past year was less than in the previous year, though the rising prices of material would seem to suggest. In the 1916-17 period the average price of each residence was £540, while last year the figure was £581. The number of buildings included in last year's figures for residences indicated that an effort is being made to reduce the acute shortage of houses, there having been 129 permits issued, as compared with 50 the previous year, and 51 and 52 for the two years prior to that. Garages, other than business premises, and the buildings erected under the "miscellaneous" heading, also indicate increases, though the best year so far as the former were concerned was 1918-19, when 17 garages, costing £7008, were constructed. We give below the figures for each of the four years, under the different headings, which will enable those who desire to see at a glance the amount of work that has been taken in hand and the money expended in the Borough in erecting new premises and adding to those already in existence. The return relating to residences include additions to houses: xyxy=(812,371,1075,517)
table-row xyxy=(812,809,1075,818)
article-heading: GOING AHEAD. xyxy=(882,48,1005,65)
table-row xyxy=(812,818,1075,826)
advert-body: BANKS' COMMERCIAL COLLEGE. BANKS' COMMERCIAL COLLEGE. Devon Street. New Plymouth. xyxy=(186,786,329,812)
table-cell: 1917-18 xyxy=(814,738,838,747)
advert-line: CORBIE STREET, NEW PLYMOUTH. xyxy=(199,922,315,932)
oilskin-advert xyxy=(4,534,170,739)
advert-line: for every member of the family. xyxy=(211,72,303,81)
table-cell: 50 xyxy=(963,622,971,631)
advert-heading: ACCOUNTANCY. xyxy=(217,688,297,700)
table-cell: 1916-17 xyxy=(814,603,838,613)
article-heading: THE ROADING PROBLEM. xyxy=(454,647,597,658)
advert-heading: ELIMINATE WASTE AND SAVE MONEY. xyxy=(347,540,432,558)
player-piano-advert xyxy=(174,178,340,462)
table-cell: £817 xyxy=(1059,746,1073,756)
table-cell: £88,217 xyxy=(1049,630,1073,640)
table-cell: 1919-20 xyxy=(814,818,838,827)
advert-line: CALL IN TO-DAY xyxy=(227,132,287,142)
advert-line: London Qualified Sight-Testing Optician xyxy=(28,1006,146,1016)
column-5 xyxy=(620,45,809,2576)
advert-body: A KNOWLEDGE of Accountancy is becoming of increasingly greater value. Many of the Government Departments insist that applicants for positions in their Accountancy Branches MUST BE QUALIFIED; so it is with Commercial Houses. HERE, THEN, IS YOUR OPPORTUNITY. Qualify as an Accountant and ensure for yourself the promotion and advancement which only the qualified can hope for. Your studies can be carried out either in your own home or at our classes. Enquire NOW for particulars. xyxy=(178,701,336,785)
queensland-insurance-advert xyxy=(434,299,617,344)
advert-heading: NOW'S THE TIME FOR CONCRETING. xyxy=(460,1038,591,1048)
table-row xyxy=(812,791,1075,799)
product-name: Velour xyxy=(50,66,124,94)
table-header: Year. xyxy=(814,781,830,791)
advert-line: BOX 34. 'PHONE 48, xyxy=(55,713,119,722)
brand-name: THE MODERN TAILORS, LTD. xyxy=(354,1084,424,1107)
table-cell: £23,266 xyxy=(1049,622,1073,631)
article-body: The Hon. J. G. Coates, Minister of Public Works, has intimated that he has a new scheme under consideration to solve the problem of the main roads. The great difficulty which has to be faced is the question of material, as he rightly considers the methods of the past are out of date, and that it is not wise to use as many men as modern machinery could be used. It has taken many years on the part of the Press of the Dominion to hammer this fact into the responsible authorities, and the advent of the new departure will be heartily welcomed. The Minister has not yet divulged the details of his roading scheme, but the assertion that it exists is matter for gratification. Why New Zealand has lagged behind other countries as to roadings policy is inexplicable, for the need has been one of great urgency since the early days of settlement. That the problem can be solved on sound lines by a statesmanlike policy is beyond doubt; that it should be solved promptly and successfully must be admitted to be imperative. A striking instance of the urgent need for an effective policy with regard to arterial roads was furnished by the chairman of the Taranaki County Council (Mr A. Connett) at the special meeting on Tuesday, when the deplorable state of the Council's financial position was laid bare. Not only has the County debit balance increased from £4165 in 1918 to £7446 at March 31st, 1920, but the bank overdraft has risen to £11,534. Well might the chairman describe the position as serious, especially in view of the fact that very little real revenue can be expected for six months. Even the imposition of an extra halfpenny on the rates last year proved totally inadequate to meet the position, and the chairman intimated that, owing to the failure of the Council's efforts to collect revenue under the by-laws, it would be necessary to again increase the general rate for the ensuing year. It is only right to mention that the growth of the overdraft has been mainly due to the purchase of labor-saving equipment and other extraordinary expenditure necessary for carrying on the work for which the Council is responsible, so that it may be regarded as a good investment, while increases in wages represent about £1000 a year. The point is that the expense of maintaining the arterial roads for use by modern traffic has grown beyond all ordinary local efforts to cope with except by means that are generally condemned. Apparently the Minister recognises this and is desirous of providing a remedy. At present motorists do not contribute sufficiently to xyxy=(434,658,617,1008)
advert-heading: HERE ARE WINNING STYLES. xyxy=(353,294,426,312)
table-cell: 1919-20 xyxy=(814,630,838,640)
velour-advert xyxy=(4,46,170,320)
table-heading: RESIDENCES. xyxy=(906,582,981,594)
residences-table xyxy=(812,595,1075,640)
advert-line: SEND FOR FREE BOOKLET NOW TO CORRESPONDENCE SCHOOL OF MOTOR MECHANICS, P.O. BOX 416, CHRISTCHURCH. xyxy=(447,263,604,289)
table-header: Year. xyxy=(814,657,830,666)
brand-name: H. COCKER, xyxy=(43,797,130,813)
table-cell: £28,295 xyxy=(1049,603,1073,613)
table-cell: 82 xyxy=(942,808,950,818)
garages-table xyxy=(812,658,1075,703)
advert-line: SEND FOR PATTERNS. xyxy=(48,263,126,272)
article-subheading: MINISTER APPROVES ADDITIONAL GRANT. xyxy=(823,856,1064,868)
table-cell: 174 xyxy=(939,818,950,827)
cocker-advert xyxy=(4,743,170,843)
